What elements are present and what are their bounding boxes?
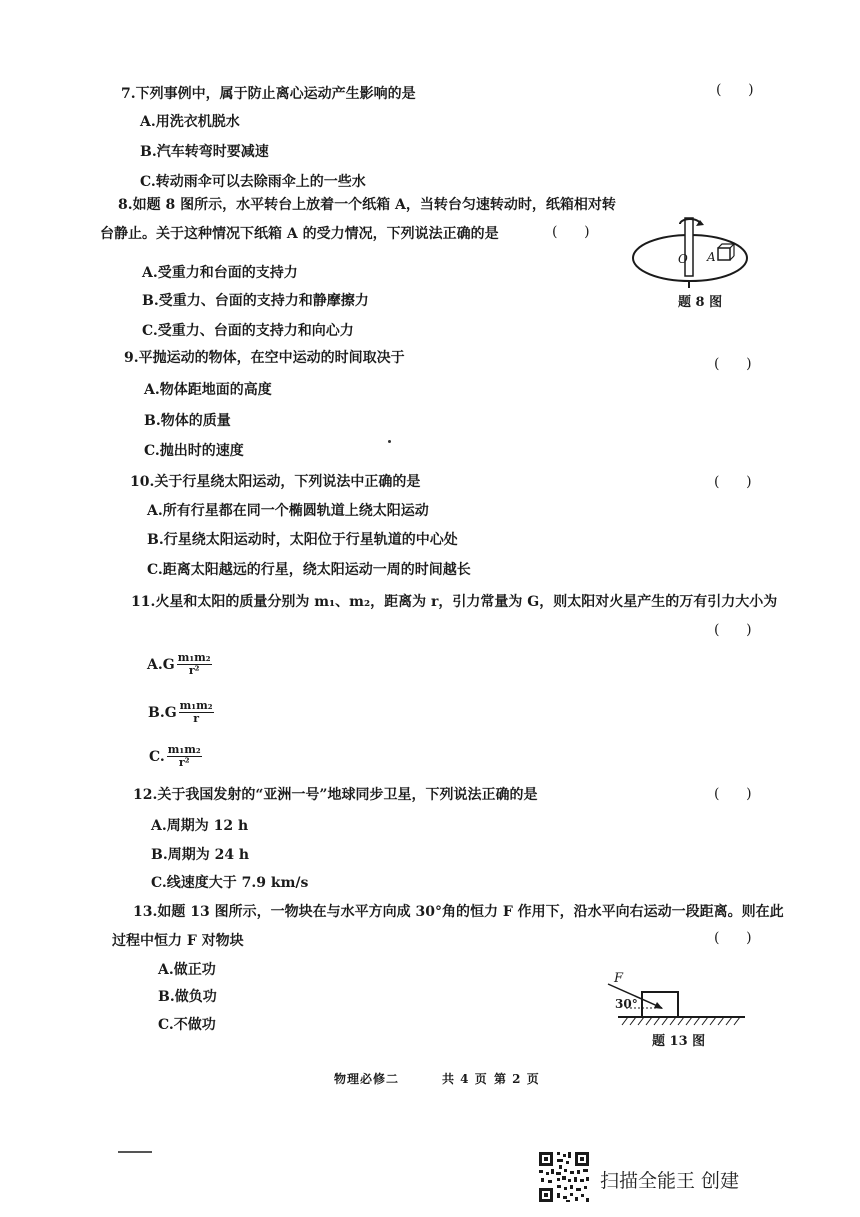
q13-answer-paren: ( ) [714, 930, 752, 946]
q11-option-b-numerator: m₁m₂ [179, 699, 213, 712]
q11-answer-paren: ( ) [714, 622, 752, 638]
q11-option-b [148, 700, 214, 725]
q12-option-c: C.线速度大于 7.9 km/s [151, 875, 309, 891]
q8-option-c: C.受重力、台面的支持力和向心力 [142, 323, 354, 339]
turntable-label-o: O [678, 252, 688, 266]
turntable-label-a: A [707, 250, 716, 264]
footer-page-number: 第 2 页 [494, 1072, 540, 1086]
q8-stem-line2: 台静止。关于这种情况下纸箱 A 的受力情况，下列说法正确的是 [100, 226, 499, 242]
q11-option-c [149, 744, 202, 769]
figure-13-caption: 题 13 图 [652, 1034, 706, 1049]
q7-option-a: A.用洗衣机脱水 [140, 114, 240, 130]
q9-option-b: B.物体的质量 [144, 413, 231, 429]
q12-answer-paren: ( ) [714, 786, 752, 802]
q8-answer-paren: ( ) [552, 224, 590, 240]
q9-stem: 9.平抛运动的物体，在空中运动的时间取决于 [124, 350, 405, 366]
q11-option-c-prefix: C. [149, 748, 165, 765]
q11-option-c-denominator: r² [178, 756, 190, 769]
q13-stem-line2: 过程中恒力 F 对物块 [112, 933, 244, 949]
q10-option-a: A.所有行星都在同一个椭圆轨道上绕太阳运动 [147, 503, 429, 519]
footer-subject: 物理必修二 [334, 1072, 400, 1086]
q10-answer-paren: ( ) [714, 474, 752, 490]
q13-option-c: C.不做功 [158, 1017, 216, 1033]
q11-option-a-denominator: r² [188, 664, 200, 677]
figure-8-caption: 题 8 图 [678, 295, 723, 310]
q11-option-a-numerator: m₁m₂ [177, 651, 211, 664]
q12-option-a: A.周期为 12 h [151, 818, 249, 834]
q9-option-c: C.抛出时的速度 [144, 443, 244, 459]
q11-option-b-denominator: r [193, 712, 200, 725]
footer-total-pages: 共 4 页 [442, 1072, 488, 1086]
q11-option-a [147, 652, 212, 677]
q11-option-b-prefix: B.G [148, 704, 177, 721]
q9-answer-paren: ( ) [714, 356, 752, 372]
q13-option-a: A.做正功 [158, 962, 216, 978]
q13-option-b: B.做负功 [158, 989, 217, 1005]
q12-stem: 12.关于我国发射的“亚洲一号”地球同步卫星，下列说法正确的是 [133, 787, 538, 803]
q7-option-c: C.转动雨伞可以去除雨伞上的一些水 [140, 174, 366, 190]
q7-stem: 7.下列事例中，属于防止离心运动产生影响的是 [121, 86, 416, 102]
q13-stem-line1: 13.如题 13 图所示，一物块在与水平方向成 30°角的恒力 F 作用下，沿水平向右运动一段距离。则在此 [133, 904, 784, 920]
force-block-figure [600, 970, 750, 1032]
force-angle-label: 30° [615, 997, 638, 1011]
q11-option-a-prefix: A.G [147, 656, 175, 673]
force-label-f: F [614, 971, 624, 986]
q11-stem: 11.火星和太阳的质量分别为 m₁、m₂，距离为 r，引力常量为 G，则太阳对火星产生的万有引力大小为 [131, 594, 778, 610]
q11-option-c-numerator: m₁m₂ [167, 743, 201, 756]
q10-stem: 10.关于行星绕太阳运动，下列说法中正确的是 [130, 474, 421, 490]
q9-option-a: A.物体距地面的高度 [144, 382, 272, 398]
q8-option-a: A.受重力和台面的支持力 [142, 265, 298, 281]
scan-artifact-line [118, 1151, 152, 1153]
qr-code-icon [537, 1150, 591, 1204]
q7-answer-paren: ( ) [716, 82, 754, 98]
q7-option-b: B.汽车转弯时要减速 [140, 144, 269, 160]
q8-option-b: B.受重力、台面的支持力和静摩擦力 [142, 293, 369, 309]
q12-option-b: B.周期为 24 h [151, 847, 250, 863]
scan-speck [388, 440, 391, 443]
q10-option-c: C.距离太阳越远的行星，绕太阳运动一周的时间越长 [147, 562, 471, 578]
camscanner-watermark-text: 扫描全能王 创建 [600, 1170, 740, 1192]
q10-option-b: B.行星绕太阳运动时，太阳位于行星轨道的中心处 [147, 532, 458, 548]
q8-stem-line1: 8.如题 8 图所示，水平转台上放着一个纸箱 A，当转台匀速转动时，纸箱相对转 [118, 197, 616, 213]
